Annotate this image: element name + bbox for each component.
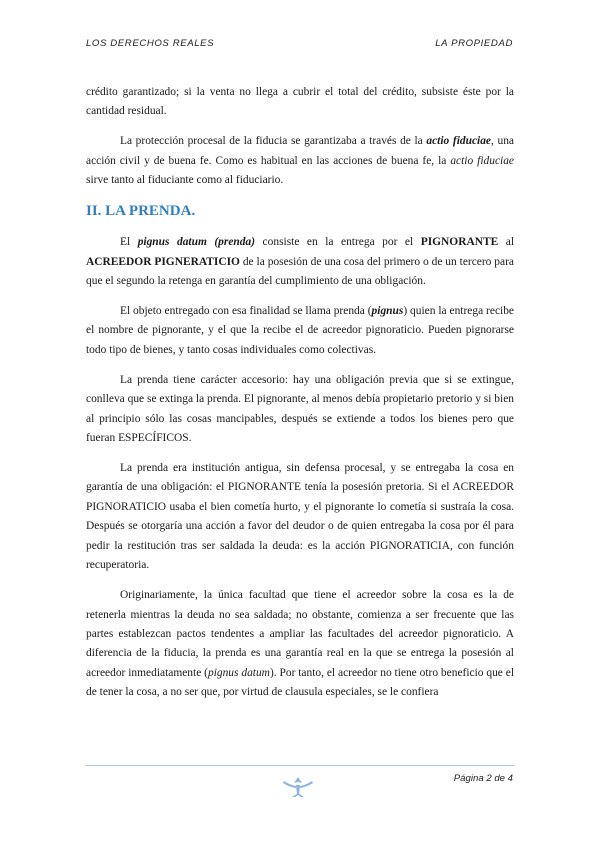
bold-term: PIGNORANTE <box>420 236 499 249</box>
bold-term: ACREEDOR PIGNERATICIO <box>86 255 240 268</box>
footer-rule <box>86 765 514 766</box>
section-heading-dot: . <box>191 203 196 220</box>
paragraph-text: El objeto entregado con esa finalidad se llama prenda ( <box>120 305 372 318</box>
bird-emblem-icon <box>280 773 316 803</box>
paragraph <box>86 233 514 291</box>
paragraph <box>86 371 514 449</box>
paragraph-text: de la posesión de una cosa del primero o de un tercero para que el segundo la retenga en garantía del cumplimiento de una obligación. <box>86 255 514 288</box>
paragraph <box>86 586 514 702</box>
document-body <box>86 83 514 713</box>
section-heading-text: II. LA PRENDA <box>86 203 192 220</box>
paragraph-text: El <box>120 236 138 249</box>
paragraph <box>86 302 514 360</box>
latin-term: pignus <box>371 305 404 318</box>
paragraph <box>86 132 514 190</box>
latin-term: pignus datum <box>207 666 270 679</box>
paragraph-text: La prenda era institución antigua, sin defensa procesal, y se entregaba la cosa en garantía de una obligación: el PIGNORANTE tenía la posesión pretoria. Si el ACREEDOR PIGNORATICIO usaba el bien cometía hurto, y el pignorante lo cometía si sustraía la cosa. Después se otorgaría una acción a favor del deudor o de quien entregaba la cosa por él para pedir la restitución tras ser saldada la deuda: es la acción PIGNORATICIA, con función recuperatoria. <box>86 462 514 572</box>
paragraph <box>86 459 514 575</box>
latin-term: actio fiduciae <box>426 135 491 148</box>
paragraph-text: crédito garantizado; si la venta no llega a cubrir el total del crédito, subsiste éste por la cantidad residual. <box>86 86 514 118</box>
page-number: Página 2 de 4 <box>453 773 513 784</box>
paragraph-text: Originariamente, la única facultad que tiene el acreedor sobre la cosa es la de retenerla mientras la deuda no sea saldada; no obstante, comienza a ser frecuente que las partes establezcan pactos tendentes a ampliar las facultades del acreedor pignoraticio. A diferencia de la fiducia, la prenda es una garantía real en la que se entrega la posesión al acreedor inmediatamente ( <box>86 589 514 679</box>
paragraph-text: ). Por tanto, el acreedor no tiene otro beneficio que el de tener la cosa, a no ser que, por virtud de clausula especiales, se le confiera <box>86 666 514 699</box>
paragraph-text: La protección procesal de la fiducia se garantizaba a través de la <box>120 135 427 148</box>
paragraph-text: al <box>498 236 515 249</box>
header-left: LOS DERECHOS REALES <box>86 38 215 49</box>
paragraph-text: ) quien la entrega recibe el nombre de pignorante, y el que la recibe el de acreedor pignoraticio. Pueden pignorarse todo tipo de bienes, y tanto cosas individuales como colectivas. <box>86 305 514 356</box>
latin-term: actio fiduciae <box>450 154 514 167</box>
latin-term: pignus datum (prenda) <box>137 236 256 249</box>
paragraph-text: sirve tanto al fiduciante como al fiduciario. <box>86 174 284 187</box>
paragraph <box>86 83 514 122</box>
section-heading <box>86 201 514 221</box>
paragraph-text: La prenda tiene carácter accesorio: hay una obligación previa que si se extingue, conlleva que se extinga la prenda. El pignorante, al menos debía propietario pretorio y si bien al principio sólo las cosas mancipables, después se extiende a todos los bienes pero que fueran ESPECÍFICOS. <box>86 373 514 445</box>
paragraph-text: , una acción civil y de buena fe. Como es habitual en las acciones de buena fe, la <box>86 135 514 167</box>
header-right: LA PROPIEDAD <box>435 38 513 49</box>
paragraph-text: consiste en la entrega por el <box>255 236 421 249</box>
